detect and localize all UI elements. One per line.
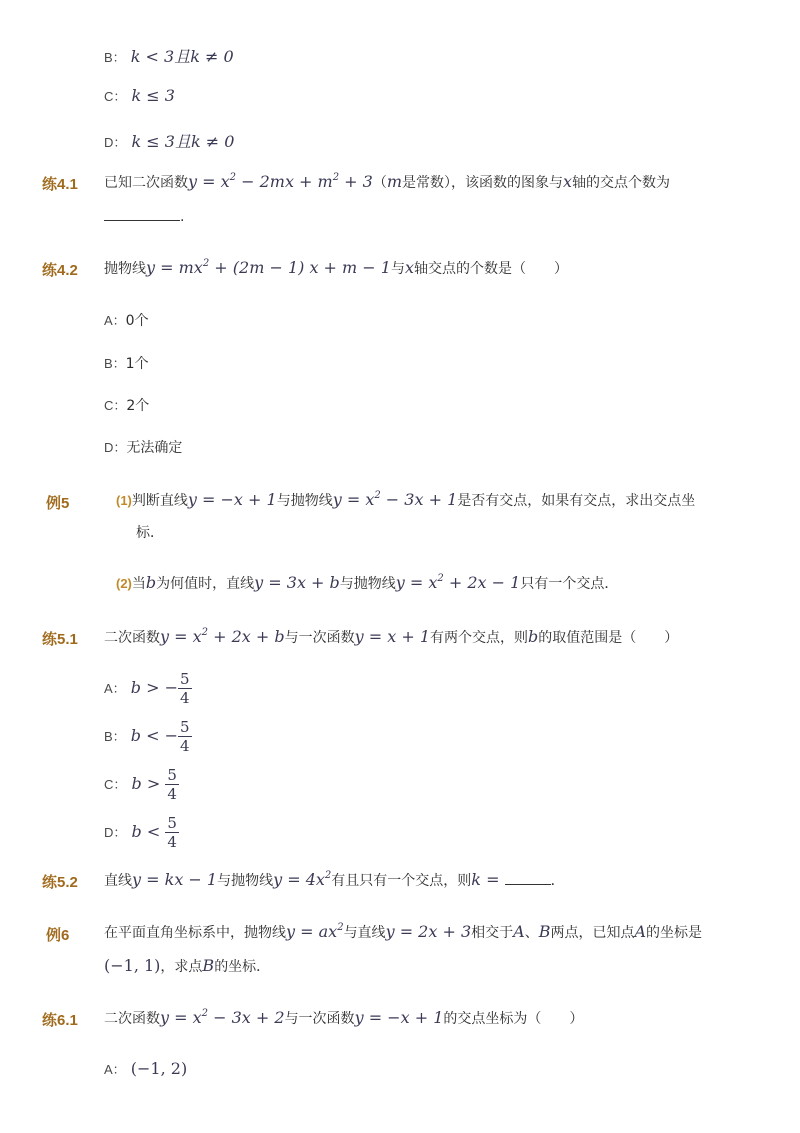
fraction [178,718,192,755]
text: 是常数），该函数的图象与 [402,175,564,191]
example-5-part1-cont: 标． [136,525,164,541]
answer-blank[interactable] [104,206,180,221]
option-label: C： [104,89,127,104]
var: x [404,258,415,277]
m: y = mx [146,258,203,277]
option-d[interactable] [104,814,179,851]
numerator: 5 [167,766,177,784]
var: b [131,822,142,841]
prev-option-d[interactable] [104,129,234,152]
math: y = x + 1 [354,627,431,646]
text: 有且只有一个交点，则 [331,873,472,889]
numerator: 5 [167,814,177,832]
option-label: C： [104,777,127,792]
option-math: k < 3且k ≠ 0 [130,47,234,66]
text: 与抛物线 [217,873,274,889]
option-label: D： [104,135,127,150]
exp: 2 [332,172,340,183]
m: + 2x + b [208,627,285,646]
denominator: 4 [167,833,177,851]
m: − 3x + 2 [208,1008,285,1027]
m: y = x [332,490,375,509]
text: 与抛物线 [339,576,396,592]
question-tag: 练4.1 [42,176,78,193]
option-b[interactable] [104,718,192,755]
m: y = x [160,627,202,646]
question-tag: 练5.1 [42,631,78,648]
option-math: k ≤ 3 [131,86,175,105]
question-tag: 练6.1 [42,1012,78,1029]
option-a[interactable] [104,670,192,707]
text: 与一次函数 [284,1011,355,1027]
text: 已知二次函数 [104,175,188,191]
text: 的坐标是 [646,925,703,941]
numerator: 5 [180,670,190,688]
text: 与直线 [343,925,386,941]
option-a[interactable] [104,1059,187,1078]
math: y = 3x + b [254,573,340,592]
math: y = kx − 1 [132,870,218,889]
option-a[interactable] [104,311,149,331]
question-tag: 练5.2 [42,874,78,891]
fraction [178,670,192,707]
m: y = ax [286,922,338,941]
text: 二次函数 [104,1011,160,1027]
denominator: 4 [180,689,190,707]
exp: 2 [324,870,332,881]
text: 抛物线 [104,261,146,277]
text: 与一次函数 [284,630,355,646]
math: (−1, 1) [104,956,161,975]
math [286,922,344,941]
option-label: C： [104,398,127,413]
option-math: (−1, 2) [130,1059,188,1078]
question-5-1-text [104,627,678,648]
option-c[interactable] [104,766,179,803]
exp: 2 [202,258,210,269]
question-tag: 练4.2 [42,262,78,279]
example-tag: 例5 [46,495,70,512]
m: − 2mx + m [236,172,333,191]
option-label: D： [104,440,127,455]
var: b [131,774,142,793]
option-label: D： [104,825,127,840]
exp: 2 [229,172,237,183]
math [188,172,373,191]
example-5-part1 [116,490,695,511]
var: A [513,922,525,941]
math: y = −x + 1 [187,490,277,509]
text: . [180,209,185,225]
text: 二次函数 [104,630,160,646]
math [396,573,521,592]
math [273,870,331,889]
option-text: 1个 [125,356,149,372]
text: 的坐标． [214,959,271,975]
m: + 2x − 1 [443,573,521,592]
option-math [130,670,192,707]
option-label: A： [104,313,126,328]
option-text: 2个 [126,398,150,414]
exp: 2 [201,627,209,638]
m: − 3x + 1 [380,490,458,509]
math: y = −x + 1 [354,1008,444,1027]
var: b [130,678,142,697]
var: x [563,172,573,191]
example-5-part2 [116,573,618,594]
op: < [141,822,166,841]
text: 是否有交点，如果有交点，求出交点坐 [457,493,696,509]
prev-option-c[interactable] [104,86,175,105]
math [146,258,391,277]
option-c[interactable] [104,396,149,416]
text: 两点，已知点 [550,925,635,941]
denominator: 4 [180,737,190,755]
fraction [165,814,179,851]
option-label: A： [104,1062,126,1077]
text: ，求点 [160,959,203,975]
text: 的交点坐标为（ ） [443,1011,584,1027]
text: ． [550,873,565,889]
m: + 3 [339,172,373,191]
option-text: 无法确定 [126,440,183,456]
answer-blank-line[interactable] [104,206,184,227]
m: y = x [160,1008,202,1027]
exp: 2 [437,573,444,584]
example-6-text-cont [104,956,270,977]
var: b [130,726,142,745]
text: 当 [131,576,146,592]
numerator: 5 [180,718,190,736]
question-4-1-text [104,172,670,193]
part-label: (1) [116,493,132,508]
exp: 2 [374,490,381,501]
m: y = x [188,172,230,191]
option-math [130,718,192,755]
math: k = [471,870,505,889]
var: B [538,922,551,941]
question-6-1-text [104,1008,583,1029]
text: 轴的交点个数为 [572,175,671,191]
math [160,1008,285,1027]
answer-blank[interactable] [505,870,551,885]
m: + (2m − 1) x + m − 1 [209,258,391,277]
option-text: 0个 [125,313,149,329]
question-5-2-text [104,870,565,891]
var: A [634,922,647,941]
text: 、 [524,925,539,941]
text: 轴交点的个数是（ ） [414,261,569,277]
text: 与抛物线 [276,493,333,509]
option-label: B： [104,356,126,371]
text: 为何值时，直线 [156,576,255,592]
math: y = 2x + 3 [385,922,472,941]
option-b[interactable] [104,354,149,374]
op: > [141,774,166,793]
text: 只有一个交点． [520,576,619,592]
denominator: 4 [167,785,177,803]
option-math [131,766,178,803]
math [160,627,285,646]
example-6-text [104,922,702,943]
text: （ [372,175,387,191]
var: B [202,956,215,975]
text: 在平面直角坐标系中，抛物线 [104,925,286,941]
var: b [528,627,539,646]
option-d[interactable] [104,438,182,458]
part-label: (2) [116,576,132,591]
option-label: B： [104,729,126,744]
text: 的取值范围是（ ） [538,630,679,646]
math [333,490,458,509]
text: 判断直线 [131,493,188,509]
var: b [145,573,157,592]
fraction [165,766,179,803]
text: 有两个交点，则 [430,630,529,646]
prev-option-b[interactable] [104,44,234,67]
option-math [131,814,178,851]
text: 直线 [104,873,132,889]
example-tag: 例6 [46,927,70,944]
option-label: B： [104,50,126,65]
op: > − [141,678,178,697]
question-4-2-text [104,258,568,279]
option-label: A： [104,681,126,696]
exp: 2 [337,922,344,933]
op: < − [141,726,178,745]
text: 相交于 [471,925,514,941]
m: y = x [395,573,438,592]
option-math: k ≤ 3且k ≠ 0 [131,132,235,151]
var: m [386,172,403,191]
m: y = 4x [273,870,325,889]
text: 与 [390,261,405,277]
exp: 2 [201,1008,209,1019]
